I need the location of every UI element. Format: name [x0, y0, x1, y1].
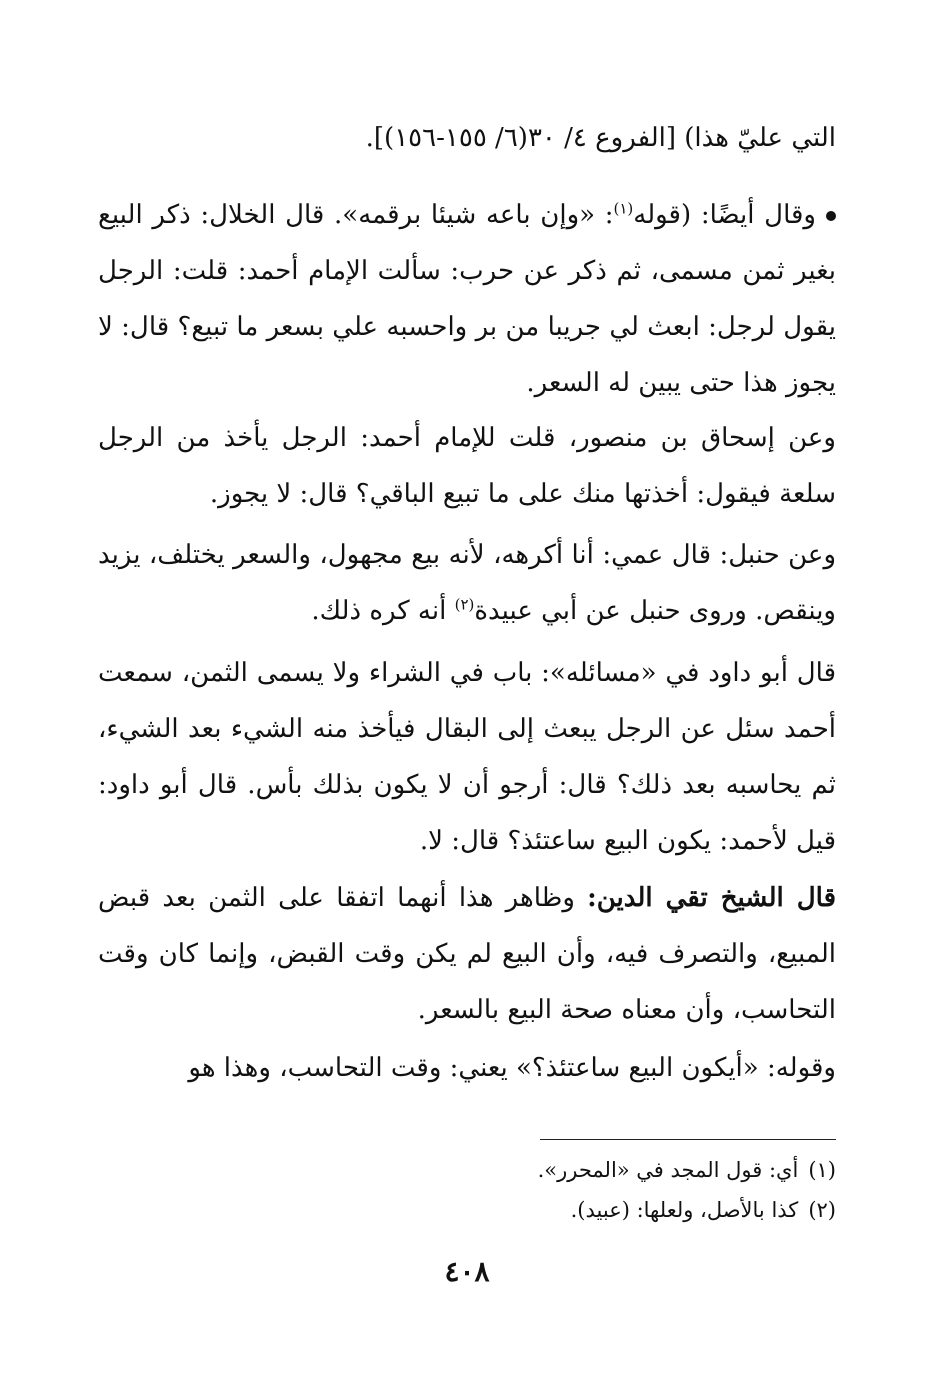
footnote-2-number: (٢) [808, 1198, 836, 1222]
paragraph-1-prefix: وقال أيضًا: (قوله [633, 200, 816, 230]
paragraph-1-rest: : «وإن باعه شيئا برقمه». قال الخلال: ذكر البيع بغير ثمن مسمى، ثم ذكر عن حرب: سألت الإمام أحمد: قلت: الرجل يقول لرجل: ابعث لي جريبا من بر واحسبه علي بسعر ما تبيع؟ قال: لا يجوز هذا حتى يبين له السعر. [98, 200, 836, 398]
footnote-ref-2: (٢) [454, 595, 475, 614]
paragraph-1 [98, 187, 836, 411]
paragraph-3-rest: أنه كره ذلك. [311, 596, 455, 626]
paragraph-2 [98, 410, 836, 522]
footnote-2-text: كذا بالأصل، ولعلها: (عبيد). [570, 1198, 799, 1222]
paragraph-4-text: قال أبو داود في «مسائله»: باب في الشراء ولا يسمى الثمن، سمعت أحمد سئل عن الرجل يبعث إلى البقال فيأخذ منه الشيء بعد الشيء، ثم يحاسبه بعد ذلك؟ قال: أرجو أن لا يكون بذلك بأس. قال أبو داود: قيل لأحمد: يكون البيع ساعتئذ؟ قال: لا. [98, 658, 836, 856]
paragraph-3-prefix: وعن حنبل: قال عمي: أنا أكرهه، لأنه بيع مجهول، والسعر يختلف، يزيد وينقص. وروى حنبل عن أبي عبيدة [98, 540, 836, 626]
footnote-1 [98, 1150, 836, 1190]
paragraph-5-rest: وظاهر هذا أنهما اتفقا على الثمن بعد قبض المبيع، والتصرف فيه، وأن البيع لم يكن وقت القبض، وإنما كان وقت التحاسب، وأن معناه صحة البيع بالسعر. [98, 883, 836, 1025]
paragraph-3 [98, 527, 836, 639]
paragraph-6-text: وقوله: «أيكون البيع ساعتئذ؟» يعني: وقت التحاسب، وهذا هو [188, 1053, 836, 1083]
paragraph-6 [98, 1040, 836, 1096]
footnote-1-number: (١) [808, 1158, 836, 1182]
paragraph-5 [98, 870, 836, 1038]
paragraph-4 [98, 645, 836, 869]
footnote-1-text: أي: قول المجد في «المحرر». [537, 1158, 799, 1182]
paragraph-2-text: وعن إسحاق بن منصور، قلت للإمام أحمد: الرجل يأخذ من الرجل سلعة فيقول: أخذتها منك على ما تبيع الباقي؟ قال: لا يجوز. [98, 423, 836, 509]
page-number: ٤٠٨ [444, 1255, 490, 1288]
footnote-divider [540, 1139, 836, 1140]
footnotes [98, 1150, 836, 1230]
paragraph-5-bold: قال الشيخ تقي الدين: [587, 883, 837, 913]
paragraph-continuation [98, 110, 836, 166]
continuation-line: التي عليّ هذا) [الفروع ٤/ ٣٠(٦/ ١٥٥-١٥٦)]. [365, 123, 836, 153]
bullet-icon [826, 211, 836, 221]
footnote-2 [98, 1190, 836, 1230]
footnote-ref-1: (١) [613, 199, 634, 218]
